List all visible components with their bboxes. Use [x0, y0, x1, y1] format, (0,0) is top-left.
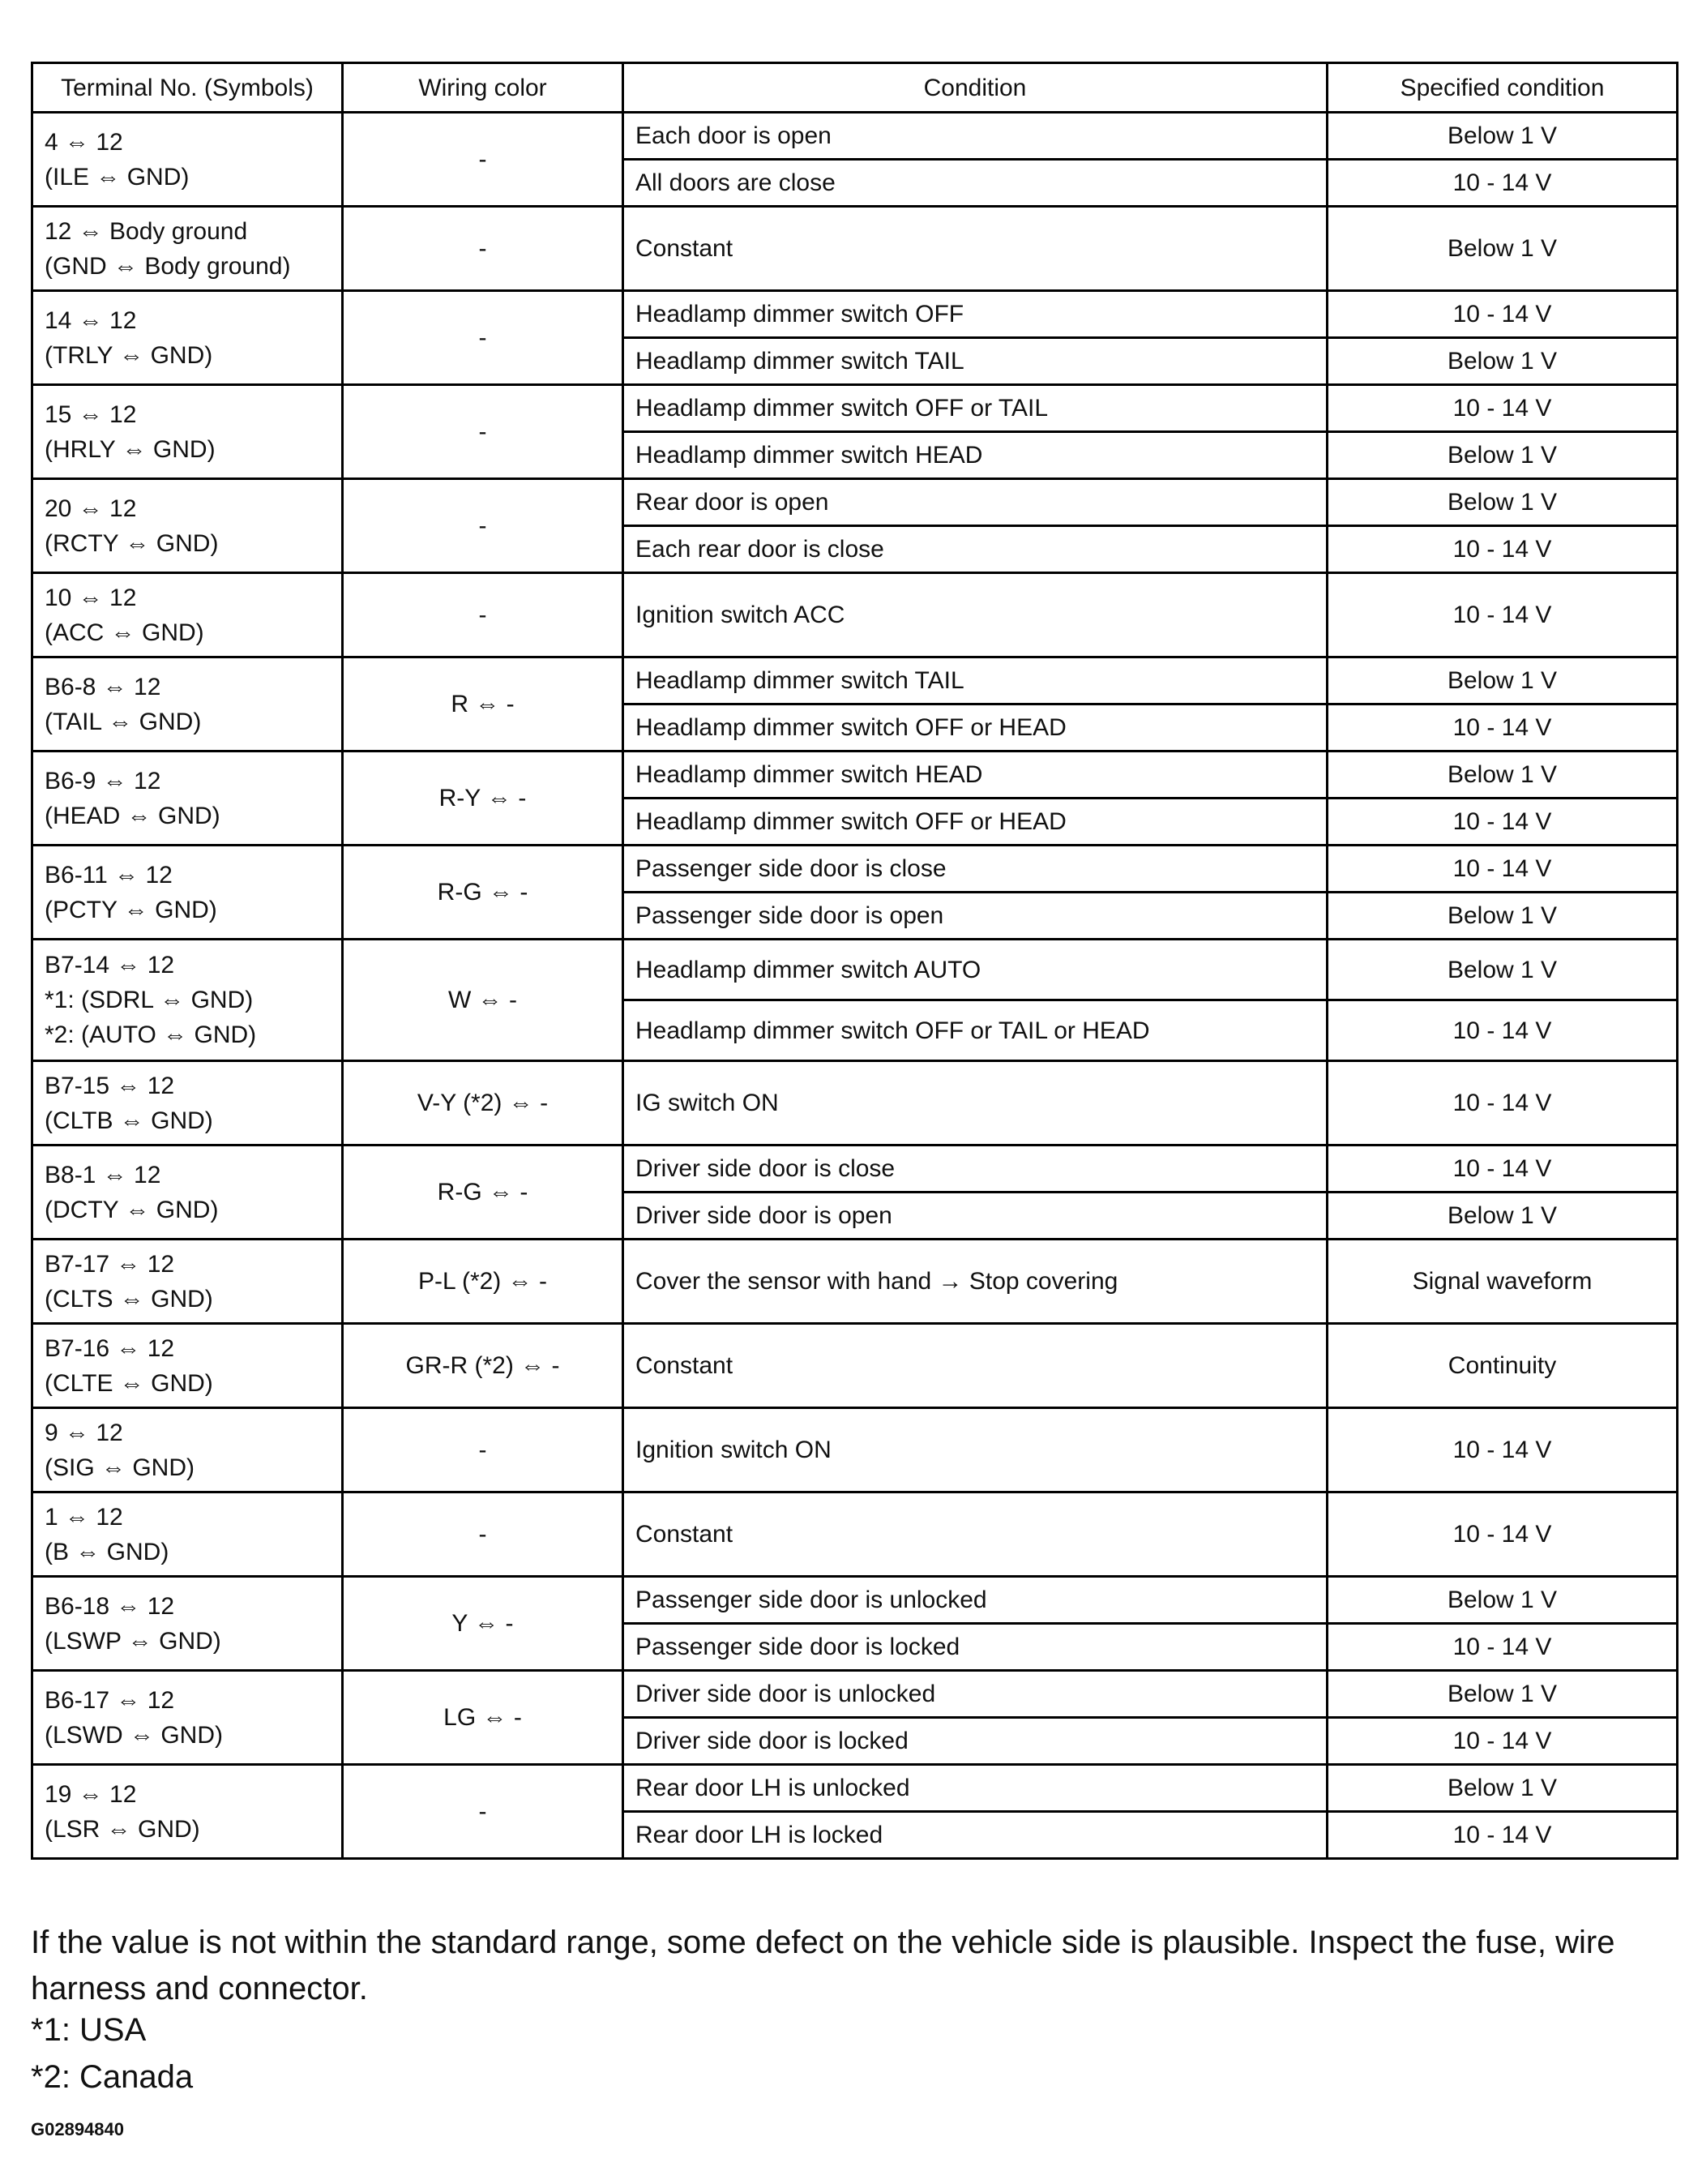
terminal-line: (HEAD ⇔ GND) [45, 802, 220, 829]
specified-condition-cell: Below 1 V [1328, 940, 1678, 1000]
wiring-color-cell: - [343, 113, 623, 207]
footnote-canada: *2: Canada [31, 2059, 194, 2095]
specified-condition-cell: Below 1 V [1328, 432, 1678, 479]
header-condition: Condition [623, 63, 1328, 113]
specified-condition-cell: Below 1 V [1328, 752, 1678, 799]
wiring-color-cell: - [343, 1492, 623, 1577]
header-wiring-color: Wiring color [343, 63, 623, 113]
condition-cell: Passenger side door is close [623, 846, 1328, 893]
condition-cell: Constant [623, 1492, 1328, 1577]
table-row [32, 385, 1678, 432]
wiring-color-cell: - [343, 291, 623, 385]
specified-condition-cell: Below 1 V [1328, 1577, 1678, 1624]
terminal-line: 9 ⇔ 12 [45, 1419, 123, 1446]
terminal-line: B6-17 ⇔ 12 [45, 1686, 175, 1714]
terminal-line: 12 ⇔ Body ground [45, 217, 248, 245]
table-header-row [32, 63, 1678, 113]
terminal-line: (TAIL ⇔ GND) [45, 708, 202, 735]
specified-condition-cell: Below 1 V [1328, 1193, 1678, 1240]
condition-cell: Passenger side door is unlocked [623, 1577, 1328, 1624]
terminal-cell [32, 1240, 343, 1324]
table-row [32, 207, 1678, 291]
table-row [32, 1061, 1678, 1146]
terminal-cell [32, 1492, 343, 1577]
wiring-color-cell: V-Y (*2) ⇔ - [343, 1061, 623, 1146]
table-row [32, 1492, 1678, 1577]
table-row [32, 1324, 1678, 1408]
terminal-line: (ILE ⇔ GND) [45, 163, 190, 191]
terminal-line: (LSR ⇔ GND) [45, 1815, 200, 1843]
terminal-line: B8-1 ⇔ 12 [45, 1161, 161, 1188]
terminal-spec-table [31, 62, 1678, 1860]
condition-cell: Ignition switch ON [623, 1408, 1328, 1492]
specified-condition-cell: 10 - 14 V [1328, 526, 1678, 573]
condition-cell: Headlamp dimmer switch OFF or HEAD [623, 799, 1328, 846]
condition-cell: Headlamp dimmer switch OFF [623, 291, 1328, 338]
terminal-line: 10 ⇔ 12 [45, 584, 137, 611]
table-row [32, 479, 1678, 526]
specified-condition-cell: 10 - 14 V [1328, 1624, 1678, 1671]
terminal-line: 1 ⇔ 12 [45, 1503, 123, 1531]
wiring-color-cell: W ⇔ - [343, 940, 623, 1061]
specified-condition-cell: Below 1 V [1328, 113, 1678, 160]
table-row [32, 1671, 1678, 1718]
specified-condition-cell: 10 - 14 V [1328, 291, 1678, 338]
condition-cell: Ignition switch ACC [623, 573, 1328, 657]
specified-condition-cell: Below 1 V [1328, 657, 1678, 704]
specified-condition-cell: 10 - 14 V [1328, 1408, 1678, 1492]
terminal-line: (HRLY ⇔ GND) [45, 435, 216, 463]
wiring-color-cell: R-G ⇔ - [343, 1146, 623, 1240]
specified-condition-cell: Below 1 V [1328, 893, 1678, 940]
terminal-cell [32, 1577, 343, 1671]
terminal-line: *1: (SDRL ⇔ GND) [45, 987, 254, 1013]
wiring-color-cell: R-Y ⇔ - [343, 752, 623, 846]
wiring-color-cell: GR-R (*2) ⇔ - [343, 1324, 623, 1408]
terminal-cell [32, 1408, 343, 1492]
condition-cell: Each door is open [623, 113, 1328, 160]
wiring-color-cell: R-G ⇔ - [343, 846, 623, 940]
terminal-cell [32, 1146, 343, 1240]
wiring-color-cell: LG ⇔ - [343, 1671, 623, 1765]
table-row [32, 846, 1678, 893]
table-row [32, 291, 1678, 338]
condition-cell: Constant [623, 1324, 1328, 1408]
terminal-cell [32, 207, 343, 291]
specified-condition-cell: 10 - 14 V [1328, 1718, 1678, 1765]
footnote-usa: *1: USA [31, 2012, 147, 2048]
terminal-cell [32, 940, 343, 1061]
condition-cell: Headlamp dimmer switch TAIL [623, 657, 1328, 704]
terminal-line: B6-8 ⇔ 12 [45, 673, 161, 700]
terminal-cell [32, 113, 343, 207]
condition-cell: Headlamp dimmer switch HEAD [623, 752, 1328, 799]
condition-cell: Driver side door is locked [623, 1718, 1328, 1765]
terminal-line: 20 ⇔ 12 [45, 495, 137, 522]
table-row [32, 1408, 1678, 1492]
table-row [32, 1146, 1678, 1193]
condition-cell: Cover the sensor with hand → Stop covering [623, 1240, 1328, 1324]
condition-cell: Headlamp dimmer switch AUTO [623, 940, 1328, 1000]
terminal-line: (RCTY ⇔ GND) [45, 529, 219, 557]
header-specified-condition: Specified condition [1328, 63, 1678, 113]
specified-condition-cell: 10 - 14 V [1328, 1492, 1678, 1577]
specified-condition-cell: Signal waveform [1328, 1240, 1678, 1324]
terminal-line: B7-17 ⇔ 12 [45, 1250, 175, 1278]
terminal-cell [32, 657, 343, 752]
condition-cell: Headlamp dimmer switch TAIL [623, 338, 1328, 385]
wiring-color-cell: R ⇔ - [343, 657, 623, 752]
terminal-line: (TRLY ⇔ GND) [45, 341, 213, 369]
terminal-line: 14 ⇔ 12 [45, 306, 137, 334]
specified-condition-cell: 10 - 14 V [1328, 160, 1678, 207]
condition-cell: Headlamp dimmer switch OFF or TAIL or HEAD [623, 1000, 1328, 1061]
wiring-color-cell: - [343, 573, 623, 657]
terminal-line: (LSWD ⇔ GND) [45, 1721, 223, 1749]
terminal-cell [32, 385, 343, 479]
terminal-line: 19 ⇔ 12 [45, 1780, 137, 1808]
terminal-line: *2: (AUTO ⇔ GND) [45, 1021, 257, 1048]
terminal-cell [32, 1324, 343, 1408]
specified-condition-cell: 10 - 14 V [1328, 1812, 1678, 1859]
figure-code: G02894840 [31, 2119, 124, 2139]
condition-cell: Rear door LH is locked [623, 1812, 1328, 1859]
specified-condition-cell: Continuity [1328, 1324, 1678, 1408]
specified-condition-cell: Below 1 V [1328, 207, 1678, 291]
wiring-color-cell: - [343, 1765, 623, 1859]
condition-cell: Headlamp dimmer switch OFF or HEAD [623, 704, 1328, 752]
condition-cell: Driver side door is close [623, 1146, 1328, 1193]
condition-cell: Passenger side door is open [623, 893, 1328, 940]
terminal-line: (LSWP ⇔ GND) [45, 1627, 221, 1655]
terminal-cell [32, 846, 343, 940]
condition-cell: Each rear door is close [623, 526, 1328, 573]
terminal-line: B7-16 ⇔ 12 [45, 1334, 175, 1362]
table-row [32, 940, 1678, 1000]
wiring-color-cell: Y ⇔ - [343, 1577, 623, 1671]
table-body [32, 113, 1678, 1859]
specified-condition-cell: 10 - 14 V [1328, 573, 1678, 657]
terminal-line: B6-18 ⇔ 12 [45, 1592, 175, 1620]
terminal-line: (GND ⇔ Body ground) [45, 252, 291, 280]
terminal-line: B7-15 ⇔ 12 [45, 1072, 175, 1099]
terminal-line: (ACC ⇔ GND) [45, 619, 204, 646]
terminal-cell [32, 1061, 343, 1146]
condition-cell: Driver side door is unlocked [623, 1671, 1328, 1718]
table-row [32, 113, 1678, 160]
terminal-line: 4 ⇔ 12 [45, 128, 123, 156]
specified-condition-cell: 10 - 14 V [1328, 1000, 1678, 1061]
specified-condition-cell: Below 1 V [1328, 338, 1678, 385]
terminal-cell [32, 1765, 343, 1859]
condition-cell: Constant [623, 207, 1328, 291]
wiring-color-cell: - [343, 385, 623, 479]
specified-condition-cell: Below 1 V [1328, 1671, 1678, 1718]
table-row [32, 1577, 1678, 1624]
header-terminal: Terminal No. (Symbols) [32, 63, 343, 113]
condition-cell: Passenger side door is locked [623, 1624, 1328, 1671]
terminal-line: B7-14 ⇔ 12 [45, 952, 175, 979]
specified-condition-cell: 10 - 14 V [1328, 704, 1678, 752]
terminal-line: (B ⇔ GND) [45, 1538, 169, 1565]
condition-cell: IG switch ON [623, 1061, 1328, 1146]
specified-condition-cell: Below 1 V [1328, 479, 1678, 526]
table-row [32, 657, 1678, 704]
condition-cell: All doors are close [623, 160, 1328, 207]
terminal-line: B6-11 ⇔ 12 [45, 861, 173, 889]
wiring-color-cell: - [343, 207, 623, 291]
terminal-cell [32, 291, 343, 385]
terminal-line: (SIG ⇔ GND) [45, 1454, 195, 1481]
wiring-color-cell: - [343, 1408, 623, 1492]
terminal-cell [32, 573, 343, 657]
wiring-color-cell: - [343, 479, 623, 573]
terminal-line: (PCTY ⇔ GND) [45, 896, 217, 923]
terminal-line: (CLTE ⇔ GND) [45, 1369, 213, 1397]
specified-condition-cell: 10 - 14 V [1328, 846, 1678, 893]
specified-condition-cell: 10 - 14 V [1328, 799, 1678, 846]
terminal-cell [32, 752, 343, 846]
terminal-line: 15 ⇔ 12 [45, 400, 137, 428]
specified-condition-cell: 10 - 14 V [1328, 385, 1678, 432]
condition-cell: Headlamp dimmer switch HEAD [623, 432, 1328, 479]
wiring-color-cell: P-L (*2) ⇔ - [343, 1240, 623, 1324]
terminal-line: (CLTS ⇔ GND) [45, 1285, 213, 1313]
condition-cell: Driver side door is open [623, 1193, 1328, 1240]
terminal-cell [32, 1671, 343, 1765]
table-row [32, 573, 1678, 657]
condition-cell: Headlamp dimmer switch OFF or TAIL [623, 385, 1328, 432]
terminal-line: (DCTY ⇔ GND) [45, 1196, 219, 1223]
footer-note: If the value is not within the standard range, some defect on the vehicle side is plausible. Inspect the fuse, wire harness and connector. [31, 1925, 1615, 2006]
specified-condition-cell: 10 - 14 V [1328, 1146, 1678, 1193]
terminal-line: B6-9 ⇔ 12 [45, 767, 161, 794]
specified-condition-cell: Below 1 V [1328, 1765, 1678, 1812]
specified-condition-cell: 10 - 14 V [1328, 1061, 1678, 1146]
table-row [32, 1240, 1678, 1324]
terminal-cell [32, 479, 343, 573]
condition-cell: Rear door LH is unlocked [623, 1765, 1328, 1812]
condition-cell: Rear door is open [623, 479, 1328, 526]
terminal-line: (CLTB ⇔ GND) [45, 1107, 213, 1134]
table-row [32, 1765, 1678, 1812]
table-row [32, 752, 1678, 799]
